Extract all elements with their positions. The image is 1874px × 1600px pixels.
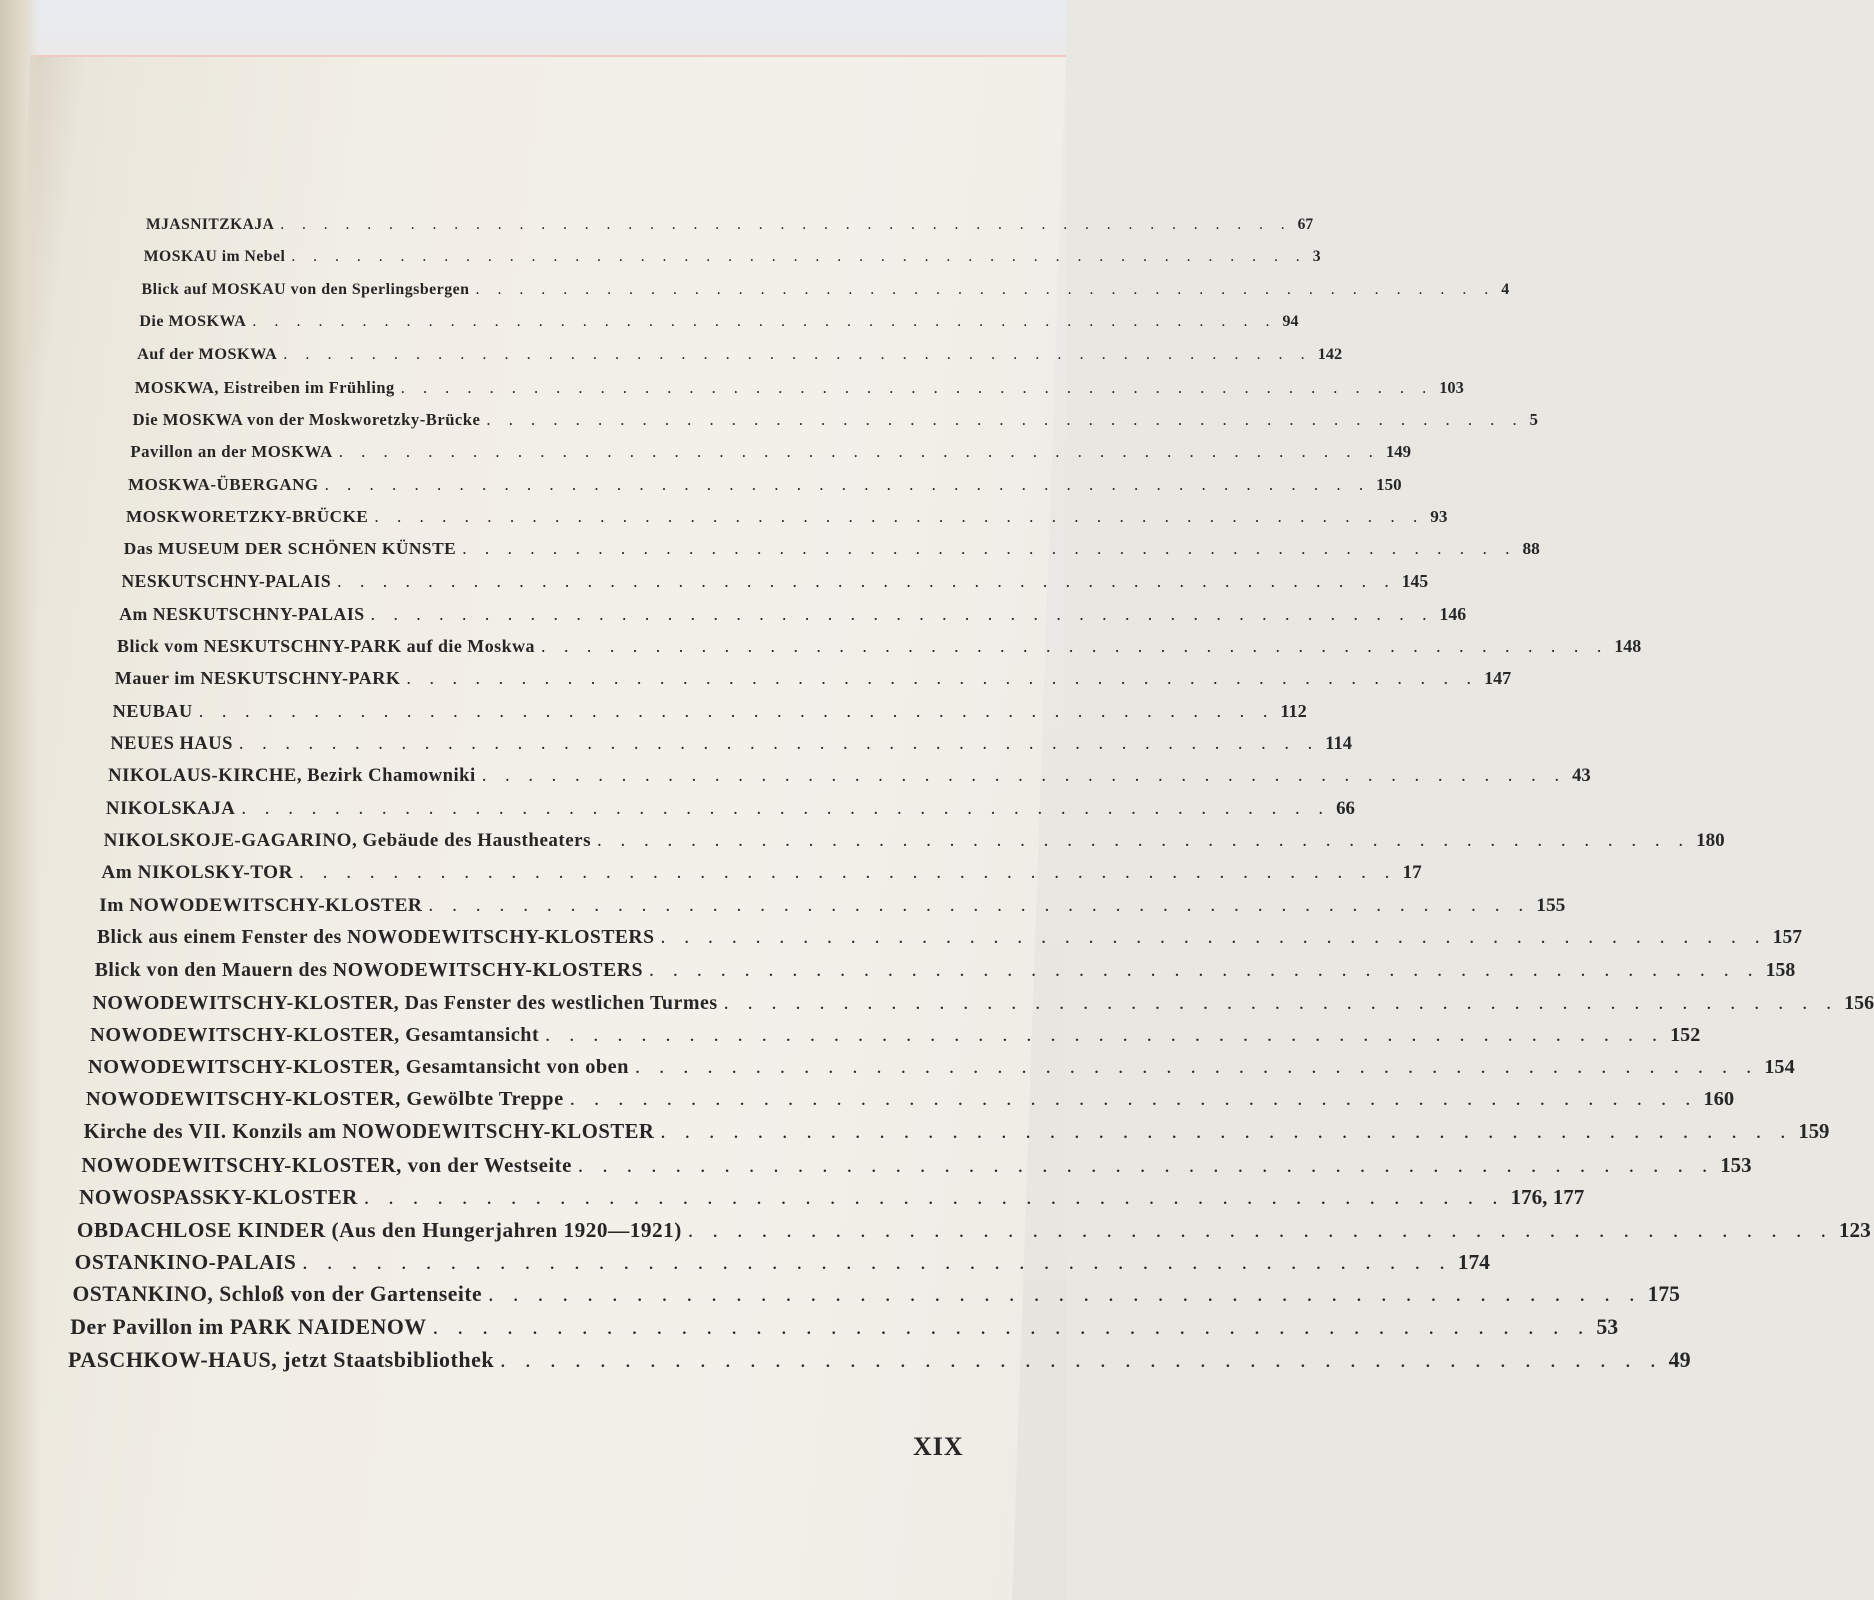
entry-label: NOWOSPASSKY-KLOSTER: [79, 1185, 358, 1210]
entry-label: NOWODEWITSCHY-KLOSTER, Gewölbte Treppe: [85, 1088, 564, 1111]
entry-label: Blick aus einem Fenster des NOWODEWITSCHY-KLOSTERS: [96, 926, 655, 948]
entry-label: NIKOLSKOJE-GAGARINO, Gebäude des Haustheaters: [103, 829, 592, 851]
entry-page-number: 142: [1317, 345, 1343, 364]
leader-dots: . . . . . . . . . . . . . . . . . . . . . . . . . . . . . . . . . . . . . . . . . . . . . . .: [280, 216, 1292, 233]
leader-dots: . . . . . . . . . . . . . . . . . . . . . . . . . . . . . . . . . . . . . . . . . . . . . . .: [370, 603, 1434, 624]
index-entry: [123, 539, 1540, 559]
entry-label: Kirche des VII. Konzils am NOWODEWITSCHY-KLOSTER: [83, 1120, 655, 1143]
leader-dots: . . . . . . . . . . . . . . . . . . . . . . . . . . . . . . . . . . . . . . . . . . . . . . .: [577, 1153, 1715, 1178]
leader-dots: . . . . . . . . . . . . . . . . . . . . . . . . . . . . . . . . . . . . . . . . . . . . . . .: [283, 345, 1312, 364]
leader-dots: . . . . . . . . . . . . . . . . . . . . . . . . . . . . . . . . . . . . . . . . . . . . . . .: [660, 926, 1767, 948]
entry-page-number: 66: [1336, 797, 1355, 819]
entry-label: MOSKWA, Eistreiben im Frühling: [134, 377, 395, 397]
entry-label: Pavillon an der MOSKWA: [130, 442, 333, 462]
entry-page-number: 53: [1596, 1314, 1619, 1339]
leader-dots: . . . . . . . . . . . . . . . . . . . . . . . . . . . . . . . . . . . . . . . . . . . . . . .: [723, 991, 1839, 1014]
entry-page-number: 150: [1376, 474, 1402, 494]
index-entry: [110, 733, 1352, 754]
index-entry: [125, 506, 1448, 527]
entry-page-number: 103: [1439, 377, 1464, 397]
index-entry: [146, 216, 1314, 234]
entry-page-number: 156: [1844, 991, 1874, 1014]
leader-dots: . . . . . . . . . . . . . . . . . . . . . . . . . . . . . . . . . . . . . . . . . . . . . . .: [545, 1023, 1665, 1046]
index-entry: [90, 1023, 1701, 1047]
entry-page-number: 5: [1529, 409, 1538, 429]
index-entry: [94, 959, 1796, 982]
leader-dots: . . . . . . . . . . . . . . . . . . . . . . . . . . . . . . . . . . . . . . . . . . . . . . .: [324, 474, 1371, 494]
entry-page-number: 93: [1430, 506, 1448, 526]
entry-page-number: 155: [1536, 894, 1566, 916]
leader-dots: . . . . . . . . . . . . . . . . . . . . . . . . . . . . . . . . . . . . . . . . . . . . . . .: [475, 280, 1496, 298]
entry-page-number: 152: [1670, 1023, 1701, 1046]
index-entry: [143, 248, 1321, 266]
entry-label: MJASNITZKAJA: [146, 216, 275, 233]
entry-page-number: 49: [1668, 1347, 1691, 1372]
leader-dots: . . . . . . . . . . . . . . . . . . . . . . . . . . . . . . . . . . . . . . . . . . . . . . .: [428, 894, 1531, 916]
leader-dots: . . . . . . . . . . . . . . . . . . . . . . . . . . . . . . . . . . . . . . . . . . . . . . .: [252, 312, 1277, 330]
index-entry: [130, 442, 1412, 462]
entry-label: Auf der MOSKWA: [137, 345, 278, 364]
entry-label: OBDACHLOSE KINDER (Aus den Hungerjahren 1920—1921): [76, 1217, 682, 1242]
entry-label: NOWODEWITSCHY-KLOSTER, Gesamtansicht von oben: [88, 1056, 629, 1079]
leader-dots: . . . . . . . . . . . . . . . . . . . . . . . . . . . . . . . . . . . . . . . . . . . . . . .: [363, 1185, 1505, 1210]
index-entry: [85, 1088, 1735, 1111]
leader-dots: . . . . . . . . . . . . . . . . . . . . . . . . . . . . . . . . . . . . . . . . . . . . . . .: [488, 1282, 1642, 1307]
index-entry: [81, 1153, 1752, 1178]
entry-label: Mauer im NESKUTSCHNY-PARK: [114, 668, 401, 689]
leader-dots: . . . . . . . . . . . . . . . . . . . . . . . . . . . . . . . . . . . . . . . . . . . . . . .: [569, 1088, 1698, 1111]
leader-dots: . . . . . . . . . . . . . . . . . . . . . . . . . . . . . . . . . . . . . . . . . . . . . . .: [597, 829, 1691, 851]
leader-dots: . . . . . . . . . . . . . . . . . . . . . . . . . . . . . . . . . . . . . . . . . . . . . . .: [462, 539, 1517, 559]
entry-label: Die MOSKWA von der Moskworetzky-Brücke: [132, 409, 481, 429]
index-entry: [137, 345, 1343, 364]
entry-page-number: 154: [1764, 1056, 1795, 1079]
entry-page-number: 94: [1282, 312, 1299, 330]
entry-page-number: 145: [1401, 571, 1429, 592]
leader-dots: . . . . . . . . . . . . . . . . . . . . . . . . . . . . . . . . . . . . . . . . . . . . . . .: [406, 668, 1479, 689]
leader-dots: . . . . . . . . . . . . . . . . . . . . . . . . . . . . . . . . . . . . . . . . . . . . . . .: [241, 797, 1331, 819]
entry-label: NOWODEWITSCHY-KLOSTER, Gesamtansicht: [90, 1023, 540, 1046]
index-entry: [112, 700, 1307, 722]
index-entry: [76, 1217, 1871, 1243]
leader-dots: . . . . . . . . . . . . . . . . . . . . . . . . . . . . . . . . . . . . . . . . . . . . . . .: [660, 1120, 1793, 1143]
entry-label: Im NOWODEWITSCHY-KLOSTER: [99, 894, 423, 916]
leader-dots: . . . . . . . . . . . . . . . . . . . . . . . . . . . . . . . . . . . . . . . . . . . . . . .: [374, 506, 1425, 526]
index-entry: [68, 1347, 1691, 1373]
entry-label: NESKUTSCHNY-PALAIS: [121, 571, 332, 592]
index-entry: [141, 280, 1510, 299]
leader-dots: . . . . . . . . . . . . . . . . . . . . . . . . . . . . . . . . . . . . . . . . . . . . . . .: [687, 1217, 1833, 1242]
index-entry: [92, 991, 1874, 1015]
entry-page-number: 160: [1703, 1088, 1735, 1111]
entry-label: MOSKAU im Nebel: [143, 248, 286, 266]
index-entry: [105, 797, 1355, 820]
index-entry: [119, 603, 1467, 625]
entry-page-number: 123: [1838, 1217, 1871, 1242]
leader-dots: . . . . . . . . . . . . . . . . . . . . . . . . . . . . . . . . . . . . . . . . . . . . . . .: [198, 700, 1275, 721]
index-entry: [128, 474, 1402, 495]
index-entry: [103, 829, 1725, 852]
index-entry: [114, 668, 1512, 689]
entry-page-number: 158: [1765, 959, 1796, 982]
entry-label: NOWODEWITSCHY-KLOSTER, von der Westseite: [81, 1153, 572, 1178]
entry-page-number: 3: [1312, 248, 1321, 266]
entry-page-number: 174: [1457, 1250, 1490, 1275]
leader-dots: . . . . . . . . . . . . . . . . . . . . . . . . . . . . . . . . . . . . . . . . . . . . . . .: [540, 636, 1609, 657]
entry-page-number: 153: [1720, 1153, 1752, 1178]
entry-label: Am NESKUTSCHNY-PALAIS: [119, 603, 365, 624]
leader-dots: . . . . . . . . . . . . . . . . . . . . . . . . . . . . . . . . . . . . . . . . . . . . . . .: [634, 1056, 1759, 1079]
index-entry: [79, 1185, 1585, 1210]
entry-label: OSTANKINO, Schloß von der Gartenseite: [72, 1282, 483, 1307]
leader-dots: . . . . . . . . . . . . . . . . . . . . . . . . . . . . . . . . . . . . . . . . . . . . . . .: [500, 1347, 1663, 1372]
index-entry: [70, 1314, 1619, 1340]
entry-label: PASCHKOW-HAUS, jetzt Staatsbibliothek: [68, 1347, 495, 1372]
entry-label: OSTANKINO-PALAIS: [74, 1250, 297, 1275]
entry-page-number: 43: [1572, 765, 1591, 787]
entry-page-number: 17: [1402, 862, 1422, 884]
entry-page-number: 148: [1614, 636, 1642, 657]
entry-label: NIKOLSKAJA: [105, 797, 236, 819]
leader-dots: . . . . . . . . . . . . . . . . . . . . . . . . . . . . . . . . . . . . . . . . . . . . . . .: [238, 733, 1320, 754]
index-entry: [99, 894, 1566, 917]
entry-page-number: 112: [1280, 700, 1307, 721]
index-entry: [121, 571, 1429, 592]
index-entry: [117, 636, 1642, 657]
index-entry: [88, 1056, 1795, 1079]
entry-page-number: 159: [1798, 1120, 1830, 1143]
entry-label: MOSKWORETZKY-BRÜCKE: [125, 506, 369, 526]
entry-page-number: 149: [1385, 442, 1412, 462]
entry-label: Blick auf MOSKAU von den Sperlingsbergen: [141, 280, 470, 298]
entry-label: NOWODEWITSCHY-KLOSTER, Das Fenster des westlichen Turmes: [92, 991, 718, 1014]
entry-page-number: 4: [1501, 280, 1510, 298]
leader-dots: . . . . . . . . . . . . . . . . . . . . . . . . . . . . . . . . . . . . . . . . . . . . . . .: [338, 442, 1380, 462]
entry-label: Blick vom NESKUTSCHNY-PARK auf die Moskwa: [117, 636, 535, 657]
entry-label: Das MUSEUM DER SCHÖNEN KÜNSTE: [123, 539, 457, 559]
page-folio: XIX: [913, 1432, 964, 1461]
leader-dots: . . . . . . . . . . . . . . . . . . . . . . . . . . . . . . . . . . . . . . . . . . . . . . .: [302, 1250, 1452, 1275]
index-entry: [132, 409, 1538, 430]
entry-label: Am NIKOLSKY-TOR: [101, 862, 293, 884]
entry-label: Die MOSKWA: [139, 312, 247, 330]
index-entry: [139, 312, 1299, 331]
entry-label: Blick von den Mauern des NOWODEWITSCHY-KLOSTERS: [94, 959, 644, 982]
index-entry: [96, 926, 1803, 949]
entry-page-number: 176, 177: [1510, 1185, 1585, 1210]
leader-dots: . . . . . . . . . . . . . . . . . . . . . . . . . . . . . . . . . . . . . . . . . . . . . . .: [291, 248, 1307, 266]
entry-page-number: 146: [1439, 603, 1467, 624]
index-entry: [101, 862, 1422, 884]
entry-page-number: 67: [1297, 216, 1314, 233]
entry-page-number: 180: [1696, 829, 1725, 851]
leader-dots: . . . . . . . . . . . . . . . . . . . . . . . . . . . . . . . . . . . . . . . . . . . . . . .: [337, 571, 1396, 592]
leader-dots: . . . . . . . . . . . . . . . . . . . . . . . . . . . . . . . . . . . . . . . . . . . . . . .: [299, 862, 1397, 884]
entry-label: NEUBAU: [112, 700, 193, 721]
entry-label: Der Pavillon im PARK NAIDENOW: [70, 1314, 427, 1339]
index-entry: [134, 377, 1464, 398]
index-entry: [108, 765, 1591, 787]
entry-page-number: 88: [1522, 539, 1540, 559]
index-entry: [72, 1282, 1680, 1307]
index-entry: [83, 1120, 1830, 1144]
leader-dots: . . . . . . . . . . . . . . . . . . . . . . . . . . . . . . . . . . . . . . . . . . . . . . .: [400, 377, 1434, 397]
index-entry: [74, 1250, 1490, 1275]
entry-page-number: 175: [1647, 1282, 1680, 1307]
leader-dots: . . . . . . . . . . . . . . . . . . . . . . . . . . . . . . . . . . . . . . . . . . . . . . .: [432, 1314, 1591, 1339]
entry-page-number: 157: [1772, 926, 1803, 948]
leader-dots: . . . . . . . . . . . . . . . . . . . . . . . . . . . . . . . . . . . . . . . . . . . . . . .: [481, 765, 1567, 787]
leader-dots: . . . . . . . . . . . . . . . . . . . . . . . . . . . . . . . . . . . . . . . . . . . . . . .: [649, 959, 1760, 982]
entry-page-number: 114: [1325, 733, 1352, 754]
leader-dots: . . . . . . . . . . . . . . . . . . . . . . . . . . . . . . . . . . . . . . . . . . . . . . .: [486, 409, 1524, 429]
entry-label: NEUES HAUS: [110, 733, 233, 754]
entry-label: MOSKWA-ÜBERGANG: [128, 474, 319, 494]
entry-label: NIKOLAUS-KIRCHE, Bezirk Chamowniki: [108, 765, 476, 787]
entry-page-number: 147: [1484, 668, 1512, 689]
